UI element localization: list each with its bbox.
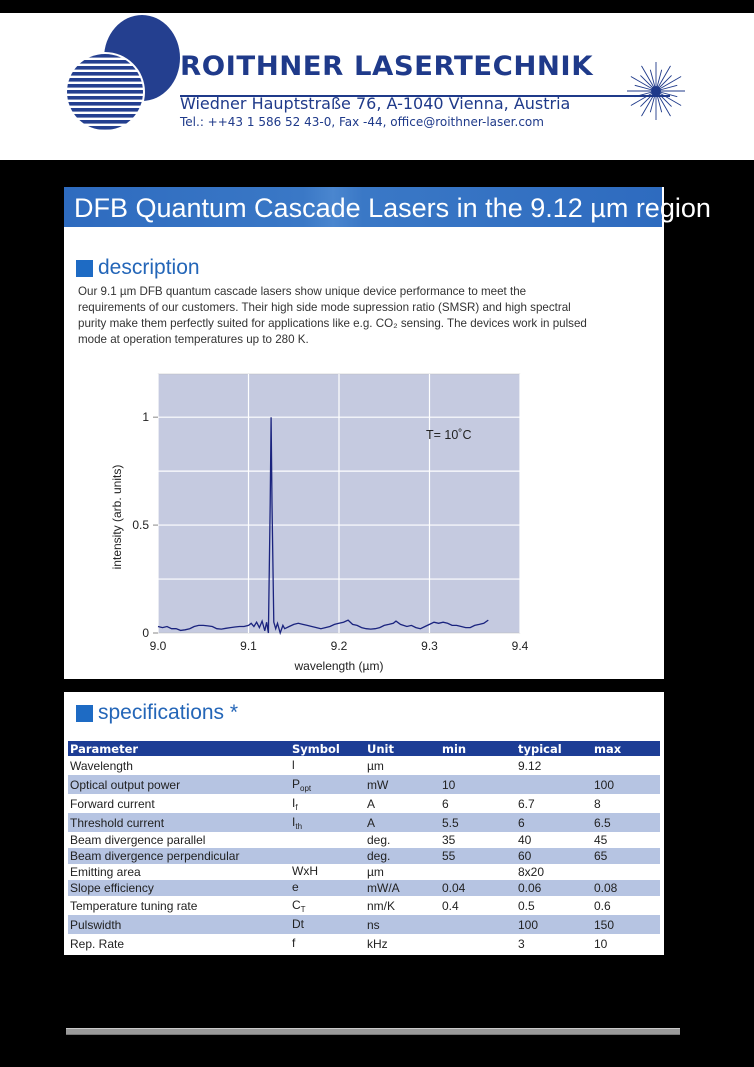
symbol-text: C xyxy=(292,897,301,912)
column-header-parameter: Parameter xyxy=(68,741,290,756)
specifications-heading xyxy=(76,701,238,725)
min-cell xyxy=(440,756,516,775)
typical-cell: 3 xyxy=(518,936,525,951)
max-cell: 8 xyxy=(594,796,601,811)
max-cell: 100 xyxy=(592,775,660,794)
symbol-text: P xyxy=(292,776,301,791)
min-cell: 55 xyxy=(440,848,516,864)
column-header-typical: typical xyxy=(516,741,592,756)
description-line: purity make them perfectly suited for applications like e.g. CO₂ sensing. The devices work in pulsed xyxy=(78,317,587,330)
unit-cell: µm xyxy=(367,865,384,879)
symbol-cell xyxy=(290,832,365,848)
parameter-cell: Emitting area xyxy=(70,865,141,879)
unit-cell: nm/K xyxy=(367,898,396,913)
parameter-cell: Wavelength xyxy=(70,758,133,773)
min-cell: 0.04 xyxy=(440,880,516,896)
symbol-cell xyxy=(290,756,365,775)
typical-cell: 8x20 xyxy=(518,865,545,879)
unit-cell: deg. xyxy=(367,833,391,847)
max-cell: 65 xyxy=(592,848,660,864)
unit-cell: deg. xyxy=(365,848,440,864)
typical-cell: 40 xyxy=(518,833,532,847)
x-tick-label: 9.2 xyxy=(330,639,348,653)
section-marker-icon xyxy=(76,705,93,722)
typical-cell: 6 xyxy=(516,813,592,832)
max-cell xyxy=(592,756,660,775)
symbol-cell xyxy=(290,775,365,794)
symbol-cell xyxy=(290,813,365,832)
min-cell: 35 xyxy=(442,833,456,847)
table-row xyxy=(68,848,660,864)
symbol-text: WxH xyxy=(292,864,318,878)
unit-cell: A xyxy=(367,796,376,811)
symbol-subscript: opt xyxy=(300,783,312,793)
x-tick-label: 9.1 xyxy=(240,639,257,653)
parameter-cell: Threshold current xyxy=(68,813,290,832)
symbol-text: l xyxy=(292,757,295,772)
unit-cell: µm xyxy=(367,758,384,773)
symbol-text: e xyxy=(292,880,299,894)
min-cell: 0.4 xyxy=(442,898,459,913)
max-cell: 150 xyxy=(592,915,660,934)
parameter-cell: Beam divergence parallel xyxy=(70,833,206,847)
unit-cell: A xyxy=(365,813,440,832)
specifications-table xyxy=(68,741,660,953)
unit-cell: kHz xyxy=(367,936,388,951)
table-row xyxy=(68,832,660,848)
symbol-cell xyxy=(290,880,365,896)
letterhead xyxy=(0,13,754,160)
parameter-cell: Pulswidth xyxy=(68,915,290,934)
x-tick-label: 9.3 xyxy=(421,639,438,653)
page-title: DFB Quantum Cascade Lasers in the 9.12 µm region xyxy=(64,187,662,227)
typical-cell: 60 xyxy=(516,848,592,864)
specifications-heading-label: specifications * xyxy=(98,701,239,724)
symbol-text: I xyxy=(292,814,296,829)
max-cell: 0.08 xyxy=(592,880,660,896)
min-cell xyxy=(440,934,516,953)
y-axis-label: intensity (arb. units) xyxy=(110,464,124,570)
table-row xyxy=(68,756,660,775)
min-cell: 6 xyxy=(442,796,449,811)
company-name: ROITHNER LASERTECHNIK xyxy=(180,51,594,82)
y-tick-label: 0 xyxy=(142,626,149,640)
table-row xyxy=(68,794,660,813)
max-cell: 10 xyxy=(594,936,608,951)
typical-cell: 9.12 xyxy=(518,758,542,773)
footer-divider xyxy=(66,1028,680,1035)
spectrum-chart xyxy=(64,187,664,684)
temperature-annotation: T= 10˚C xyxy=(426,428,472,442)
unit-cell: mW xyxy=(365,775,440,794)
description-panel xyxy=(64,187,711,679)
table-header-row xyxy=(68,741,660,756)
x-tick-label: 9.4 xyxy=(511,639,529,653)
parameter-cell: Forward current xyxy=(70,796,155,811)
table-row xyxy=(68,813,660,832)
symbol-cell xyxy=(290,934,365,953)
table-row xyxy=(68,896,660,915)
parameter-cell: Slope efficiency xyxy=(68,880,290,896)
unit-cell: ns xyxy=(365,915,440,934)
description-line: mode at operation temperatures up to 280 K. xyxy=(78,333,309,346)
symbol-cell xyxy=(290,915,365,934)
symbol-cell xyxy=(290,848,365,864)
column-header-min: min xyxy=(440,741,516,756)
company-address: Wiedner Hauptstraße 76, A-1040 Vienna, Austria xyxy=(180,94,571,113)
x-axis-label: wavelength (µm) xyxy=(294,659,384,673)
unit-cell: mW/A xyxy=(365,880,440,896)
typical-cell: 0.5 xyxy=(518,898,535,913)
table-row xyxy=(68,775,660,794)
x-tick-label: 9.0 xyxy=(149,639,167,653)
description-line: requirements of our customers. Their high side mode supression ratio (SMSR) and high spectral xyxy=(78,301,571,314)
parameter-cell: Optical output power xyxy=(68,775,290,794)
max-cell xyxy=(592,864,660,880)
symbol-subscript: T xyxy=(300,904,306,914)
typical-cell: 100 xyxy=(516,915,592,934)
table-row xyxy=(68,864,660,880)
y-tick-label: 0.5 xyxy=(132,518,149,533)
max-cell: 0.6 xyxy=(594,898,611,913)
symbol-text: I xyxy=(292,795,296,810)
min-cell: 10 xyxy=(440,775,516,794)
max-cell: 45 xyxy=(594,833,608,847)
parameter-cell: Rep. Rate xyxy=(70,936,125,951)
symbol-text: Dt xyxy=(292,916,304,931)
table-row xyxy=(68,934,660,953)
symbol-cell xyxy=(290,794,365,813)
symbol-subscript: f xyxy=(295,802,298,812)
max-cell: 6.5 xyxy=(592,813,660,832)
laser-starburst-icon xyxy=(626,61,686,121)
symbol-cell xyxy=(290,896,365,915)
y-tick-label: 1 xyxy=(142,410,149,425)
min-cell xyxy=(440,864,516,880)
column-header-max: max xyxy=(592,741,660,756)
column-header-unit: Unit xyxy=(365,741,440,756)
symbol-cell xyxy=(290,864,365,880)
specifications-panel xyxy=(64,692,664,955)
typical-cell xyxy=(516,775,592,794)
parameter-cell: Beam divergence perpendicular xyxy=(68,848,290,864)
symbol-subscript: th xyxy=(295,821,303,831)
symbol-text: f xyxy=(292,935,296,950)
typical-cell: 6.7 xyxy=(518,796,535,811)
min-cell xyxy=(440,915,516,934)
spectrum-chart-svg xyxy=(64,187,664,679)
typical-cell: 0.06 xyxy=(516,880,592,896)
table-row xyxy=(68,880,660,896)
description-heading-label: description xyxy=(98,256,200,279)
company-contact: Tel.: ++43 1 586 52 43-0, Fax -44, office@roithner-laser.com xyxy=(180,115,544,129)
table-row xyxy=(68,915,660,934)
min-cell: 5.5 xyxy=(440,813,516,832)
description-line: Our 9.1 µm DFB quantum cascade lasers show unique device performance to meet the xyxy=(78,285,527,298)
column-header-symbol: Symbol xyxy=(290,741,365,756)
parameter-cell: Temperature tuning rate xyxy=(70,898,198,913)
